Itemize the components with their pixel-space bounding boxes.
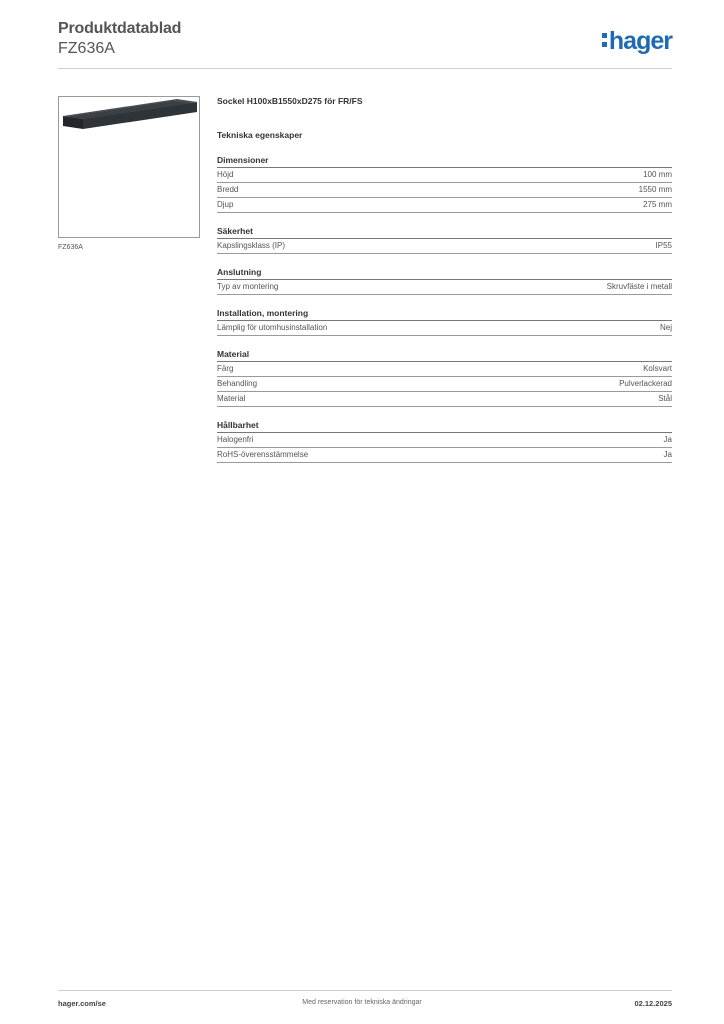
plinth-image [59, 97, 199, 237]
spec-row [217, 448, 672, 463]
section-title: Installation, montering [217, 308, 672, 321]
spec-value: Stål [658, 394, 672, 403]
spec-label: Typ av montering [217, 282, 279, 291]
section-installation [217, 308, 672, 336]
spec-value: Skruvfäste i metall [606, 282, 672, 291]
spec-label: Halogenfri [217, 435, 254, 444]
spec-value: Kolsvart [643, 364, 672, 373]
spec-label: Höjd [217, 170, 234, 179]
spec-row [217, 280, 672, 295]
logo-wordmark: hager [608, 27, 672, 55]
section-safety [217, 226, 672, 254]
image-caption: FZ636A [58, 244, 83, 251]
spec-row [217, 321, 672, 336]
footer-date: 02.12.2025 [634, 999, 672, 1008]
spec-label: Material [217, 394, 246, 403]
spec-label: RoHS-överensstämmelse [217, 450, 309, 459]
footer-divider [58, 990, 672, 991]
spec-label: Kapslingsklass (IP) [217, 241, 286, 250]
spec-row [217, 377, 672, 392]
product-title: Sockel H100xB1550xD275 för FR/FS [217, 96, 363, 106]
product-details [217, 96, 672, 463]
spec-value: 1550 mm [638, 185, 672, 194]
page-header [58, 20, 672, 68]
section-dimensions [217, 155, 672, 213]
spec-label: Färg [217, 364, 234, 373]
logo-colon-icon [602, 33, 607, 47]
product-image [58, 96, 200, 238]
spec-label: Behandling [217, 379, 258, 388]
section-title: Dimensioner [217, 155, 672, 168]
section-title: Anslutning [217, 267, 672, 280]
spec-value: Ja [663, 435, 672, 444]
section-title: Material [217, 349, 672, 362]
spec-row [217, 168, 672, 183]
spec-value: Ja [663, 450, 672, 459]
spec-value: 275 mm [643, 200, 672, 209]
section-material [217, 349, 672, 407]
section-title: Hållbarhet [217, 420, 672, 433]
spec-value: Pulverlackerad [619, 379, 672, 388]
spec-row [217, 198, 672, 213]
spec-row [217, 392, 672, 407]
spec-value: 100 mm [643, 170, 672, 179]
spec-label: Bredd [217, 185, 239, 194]
spec-label: Lämplig för utomhusinstallation [217, 323, 328, 332]
section-connection [217, 267, 672, 295]
spec-label: Djup [217, 200, 234, 209]
footer-website-link[interactable]: hager.com/se [58, 999, 106, 1008]
section-title: Säkerhet [217, 226, 672, 239]
spec-row [217, 239, 672, 254]
header-divider [58, 68, 672, 69]
hager-logo[interactable] [602, 28, 672, 54]
spec-row [217, 183, 672, 198]
product-number: FZ636A [58, 40, 115, 57]
document-type: Produktdatablad [58, 20, 182, 37]
section-sustainability [217, 420, 672, 463]
spec-row [217, 433, 672, 448]
footer-disclaimer: Med reservation för tekniska ändringar [302, 999, 422, 1006]
spec-value: Nej [659, 323, 672, 332]
spec-value: IP55 [655, 241, 672, 250]
spec-row [217, 362, 672, 377]
technical-properties-heading: Tekniska egenskaper [217, 130, 303, 140]
